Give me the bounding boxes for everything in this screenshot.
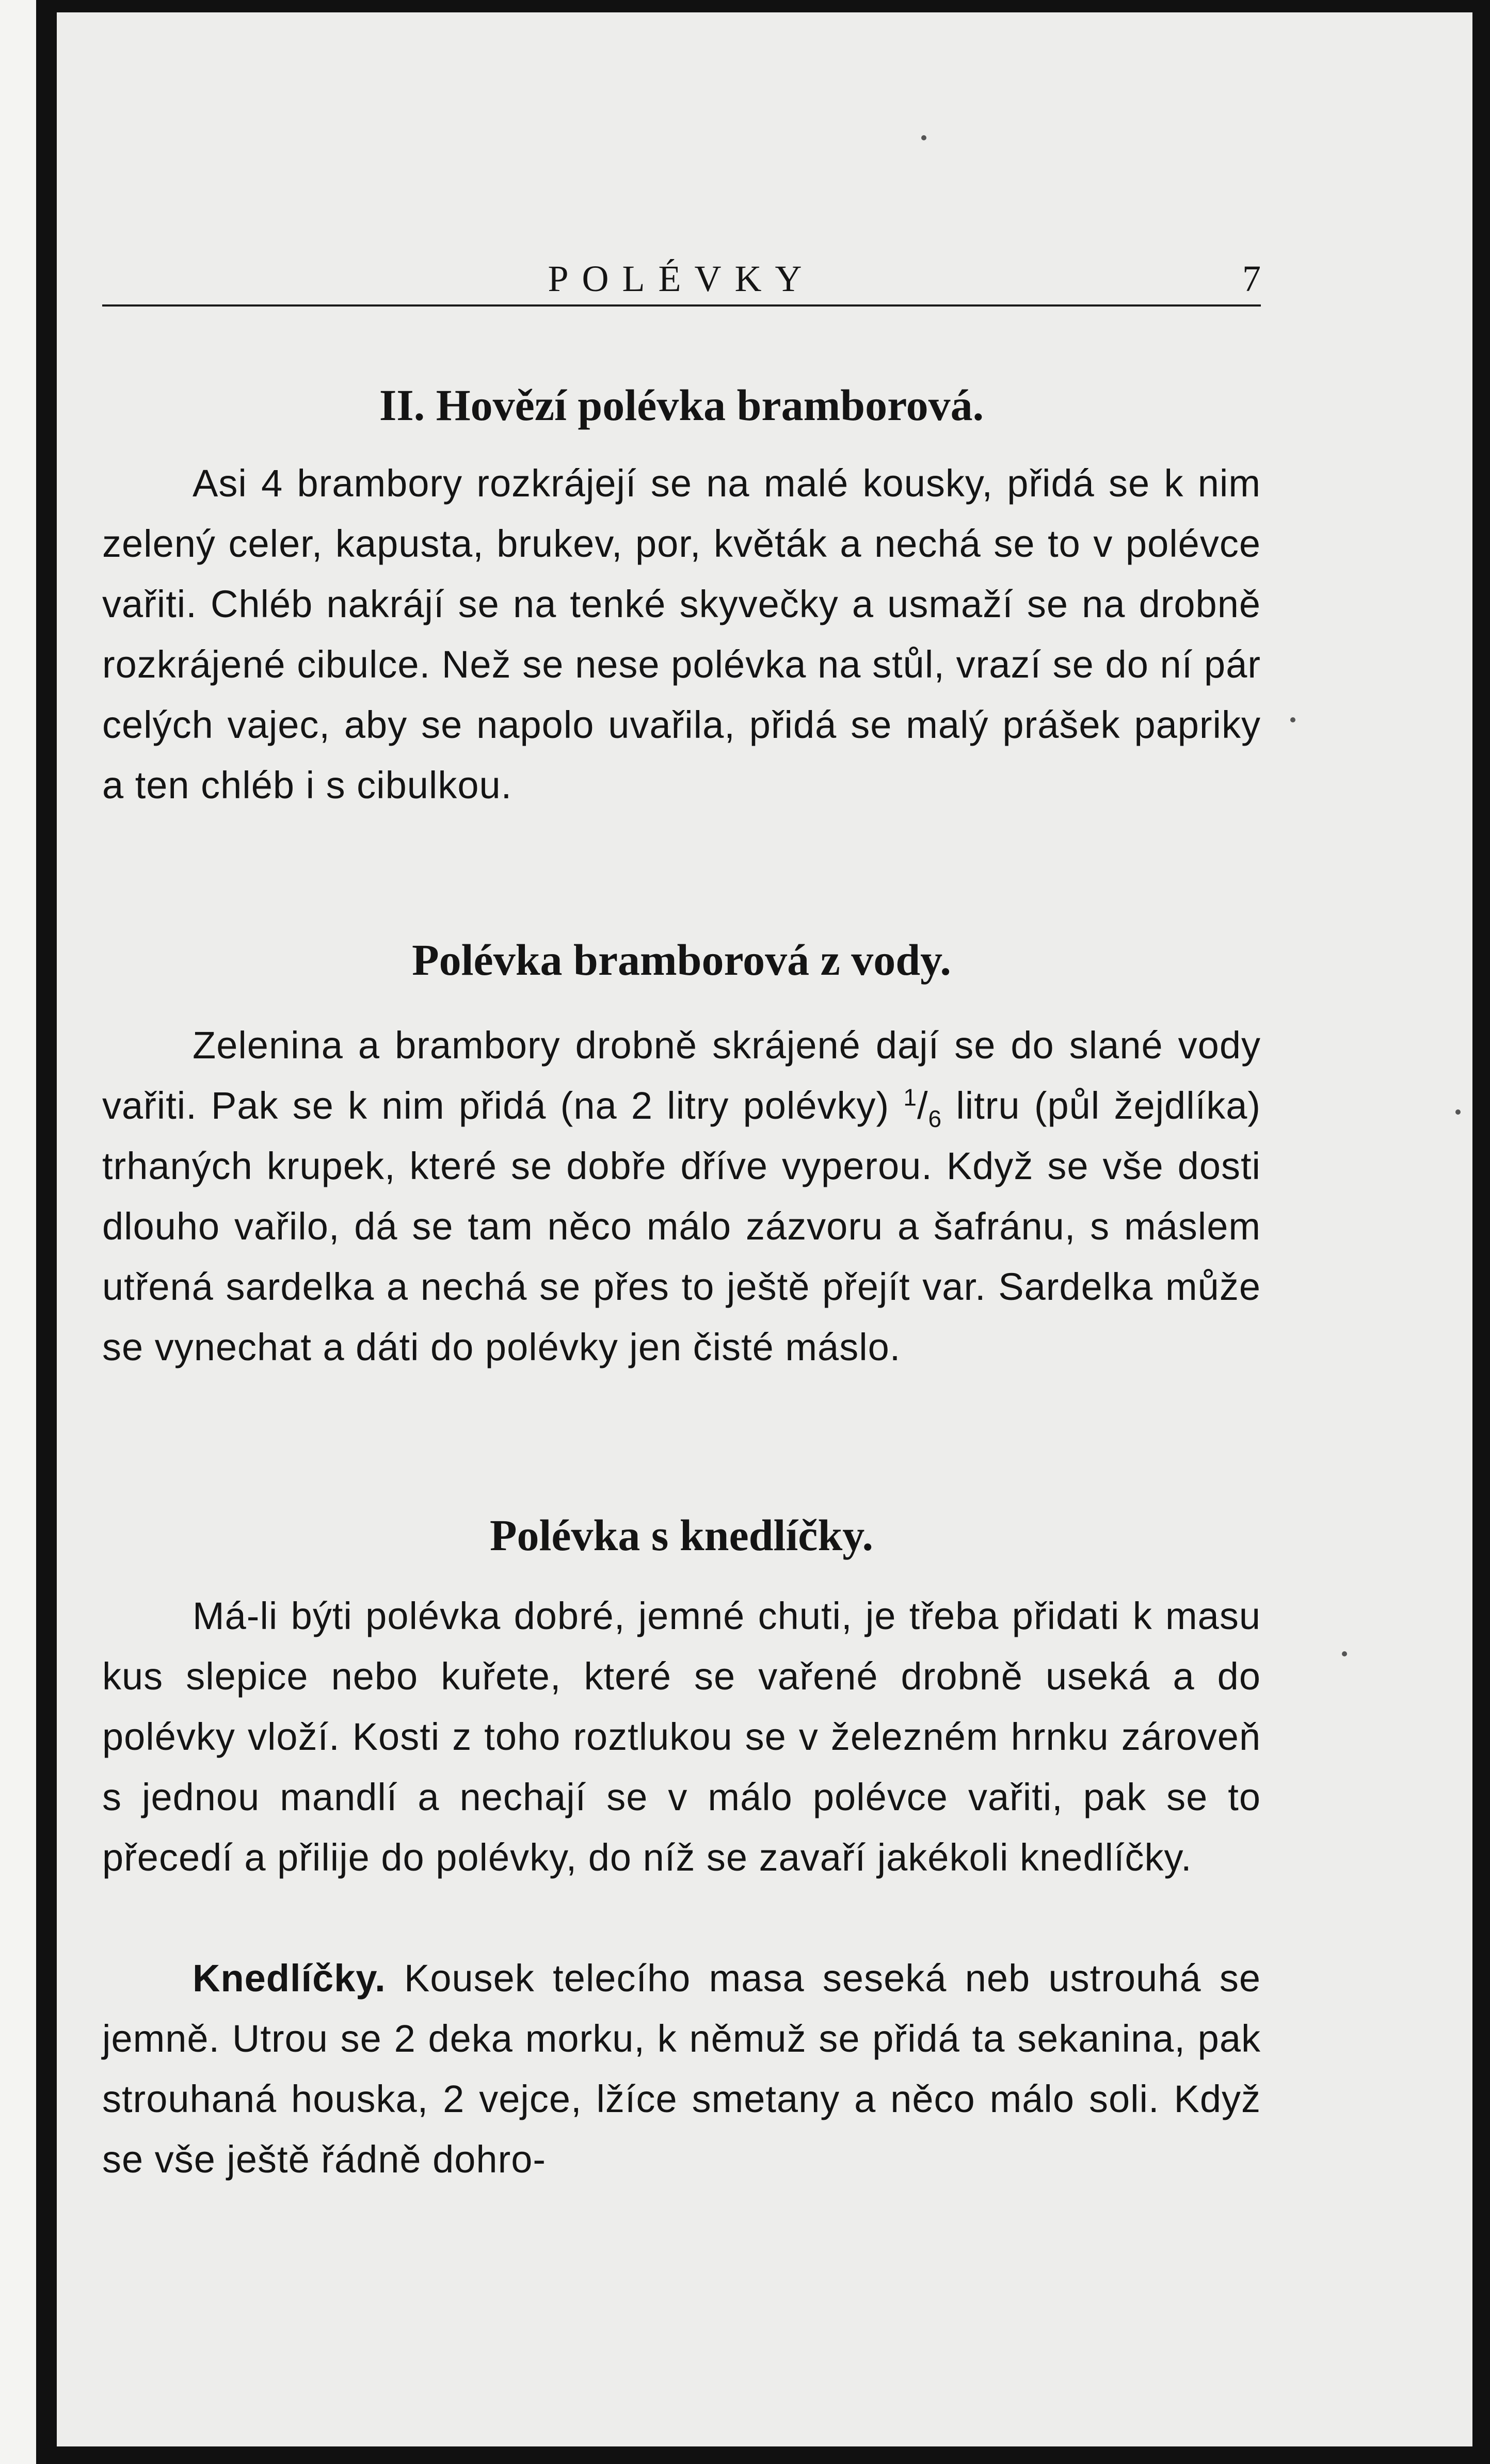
scan-right-edge xyxy=(1472,0,1490,2464)
section-heading: Polévka s knedlíčky. xyxy=(489,1510,874,1560)
paragraph-text: litru (půl žejdlíka) trhaných krupek, které se dobře dříve vyperou. Když se vše dosti dlouho vařilo, dá se tam něco málo zázvoru a šafránu, s máslem utřená sardelka a nechá se přes to ještě přejít var. Sardelka může se vynechat a dáti do polévky jen čisté máslo. xyxy=(102,1084,1261,1368)
section-paragraph: Zelenina a brambory drobně skrájené dají se do slané vody vařiti. Pak se k nim přidá (na 2 litry polévky) $^1/_6$ litru (půl žejdlíka) trhaných krupek, které se dobře dříve vyperou. Když se vše dosti dlouho vařilo, dá se tam něco málo zázvoru a šafránu, s máslem utřená sardelka a nechá se přes to ještě přejít var. Sardelka může se vynechat a dáti do polévky jen čisté máslo. xyxy=(102,1024,1261,1368)
fraction-numerator: 1 xyxy=(903,1084,917,1111)
running-title: POLÉVKY xyxy=(548,258,815,299)
paper-speck xyxy=(921,135,926,140)
book-spine-edge xyxy=(36,0,57,2464)
paragraph-lead: Knedlíčky. xyxy=(193,1957,386,2000)
section-paragraph: Má-li býti polévka dobré, jemné chuti, je třeba přidati k masu kus slepice nebo kuřete, které se vařené drobně useká a do polévky vloží. Kosti z toho roztlukou se v železném hrnku zároveň s jednou mandlí a nechají se v málo polévce vařiti, pak se to přecedí a přilije do polévky, do níž se zavaří jakékoli knedlíčky. xyxy=(102,1595,1261,1879)
section-paragraph: Asi 4 brambory rozkrájejí se na malé kousky, přidá se k nim zelený celer, kapusta, brukev, por, květák a nechá se to v polévce vařiti. Chléb nakrájí se na tenké skyvečky a usmaží se na drobně rozkrájené cibulce. Než se nese polévka na stůl, vrazí se do ní pár celých vajec, aby se napolo uvařila, přidá se malý prášek papriky a ten chléb i s cibulkou. xyxy=(102,462,1261,807)
paper-speck xyxy=(1342,1651,1347,1656)
section-paragraph xyxy=(102,1948,1261,2189)
paper-speck xyxy=(1290,717,1295,722)
running-head xyxy=(102,255,1261,302)
page-number: 7 xyxy=(1242,258,1261,299)
fraction-denominator: 6 xyxy=(928,1105,942,1132)
section-heading: Polévka bramborová z vody. xyxy=(412,935,951,985)
paragraph-text: Zelenina a brambory drobně skrájené dají se do slané vody vařiti. Pak se k nim přidá (na 2 litry polévky) xyxy=(102,1024,1261,1127)
section-heading: II. Hovězí polévka bramborová. xyxy=(379,380,984,430)
paper-speck xyxy=(1455,1109,1461,1115)
header-rule xyxy=(102,304,1261,307)
paragraph-text: Kousek telecího masa seseká neb ustrouhá se jemně. Utrou se 2 deka morku, k němuž se přidá ta sekanina, pak strouhaná houska, 2 vejce, lžíce smetany a něco málo soli. Když se vše ještě řádně dohro- xyxy=(102,1957,1261,2181)
scan-bottom-edge xyxy=(36,2446,1490,2464)
scan-margin xyxy=(0,0,36,2464)
scan-top-edge xyxy=(36,0,1490,12)
